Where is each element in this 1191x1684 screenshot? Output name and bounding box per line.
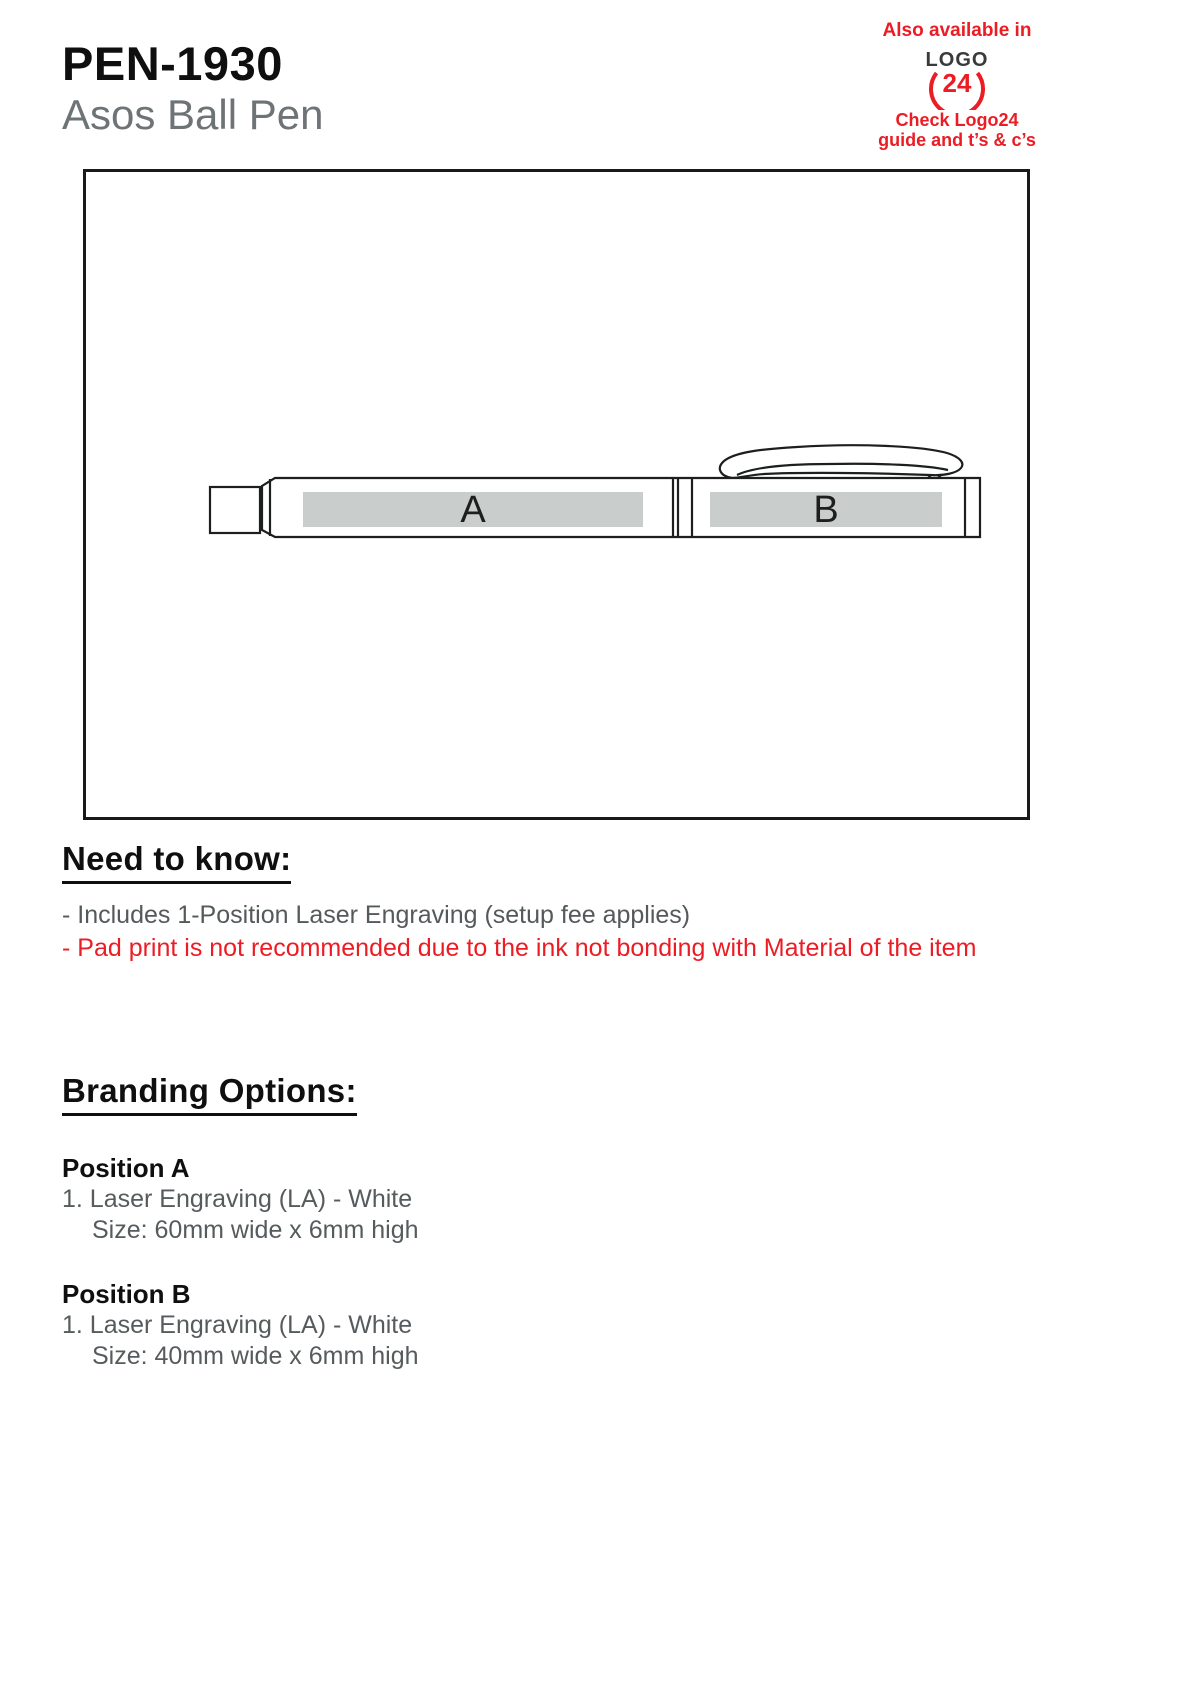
pen-illustration-frame [83,169,1030,820]
need-to-know-item: - Includes 1-Position Laser Engraving (setup fee applies) [62,901,691,929]
need-to-know-list [62,899,1142,965]
header-left [62,38,323,140]
position-b-size: Size: 40mm wide x 6mm high [92,1342,419,1370]
pen-clip [720,445,963,478]
position-a-group [62,1152,1142,1246]
logo24-word: LOGO [925,49,989,71]
need-to-know-item-warning: - Pad print is not recommended due to the ink not bonding with Material of the item [62,934,977,962]
position-a-label: A [460,489,486,531]
product-sku: PEN-1930 [62,37,283,90]
need-to-know-section [62,840,1142,965]
position-b-group [62,1278,1142,1372]
product-name: Asos Ball Pen [62,91,324,138]
check-logo24-line1: Check Logo24 [895,110,1019,130]
branding-options-section [62,1072,1142,1372]
pen-illustration [86,172,1027,817]
position-a-size: Size: 60mm wide x 6mm high [92,1216,419,1244]
logo24-icon [914,44,1000,110]
pen-tip [210,487,260,533]
also-available-text: Also available in [882,20,1032,41]
need-to-know-heading: Need to know: [62,840,291,884]
check-logo24-line2: guide and t’s & c’s [878,130,1036,150]
position-b-title: Position B [62,1279,191,1309]
position-a-title: Position A [62,1153,190,1183]
branding-options-heading: Branding Options: [62,1072,357,1116]
position-a-method: 1. Laser Engraving (LA) - White [62,1185,413,1213]
position-b-label: B [813,489,839,531]
logo24-number: 24 [942,68,972,98]
position-b-method: 1. Laser Engraving (LA) - White [62,1311,413,1339]
logo24-block [852,20,1062,150]
